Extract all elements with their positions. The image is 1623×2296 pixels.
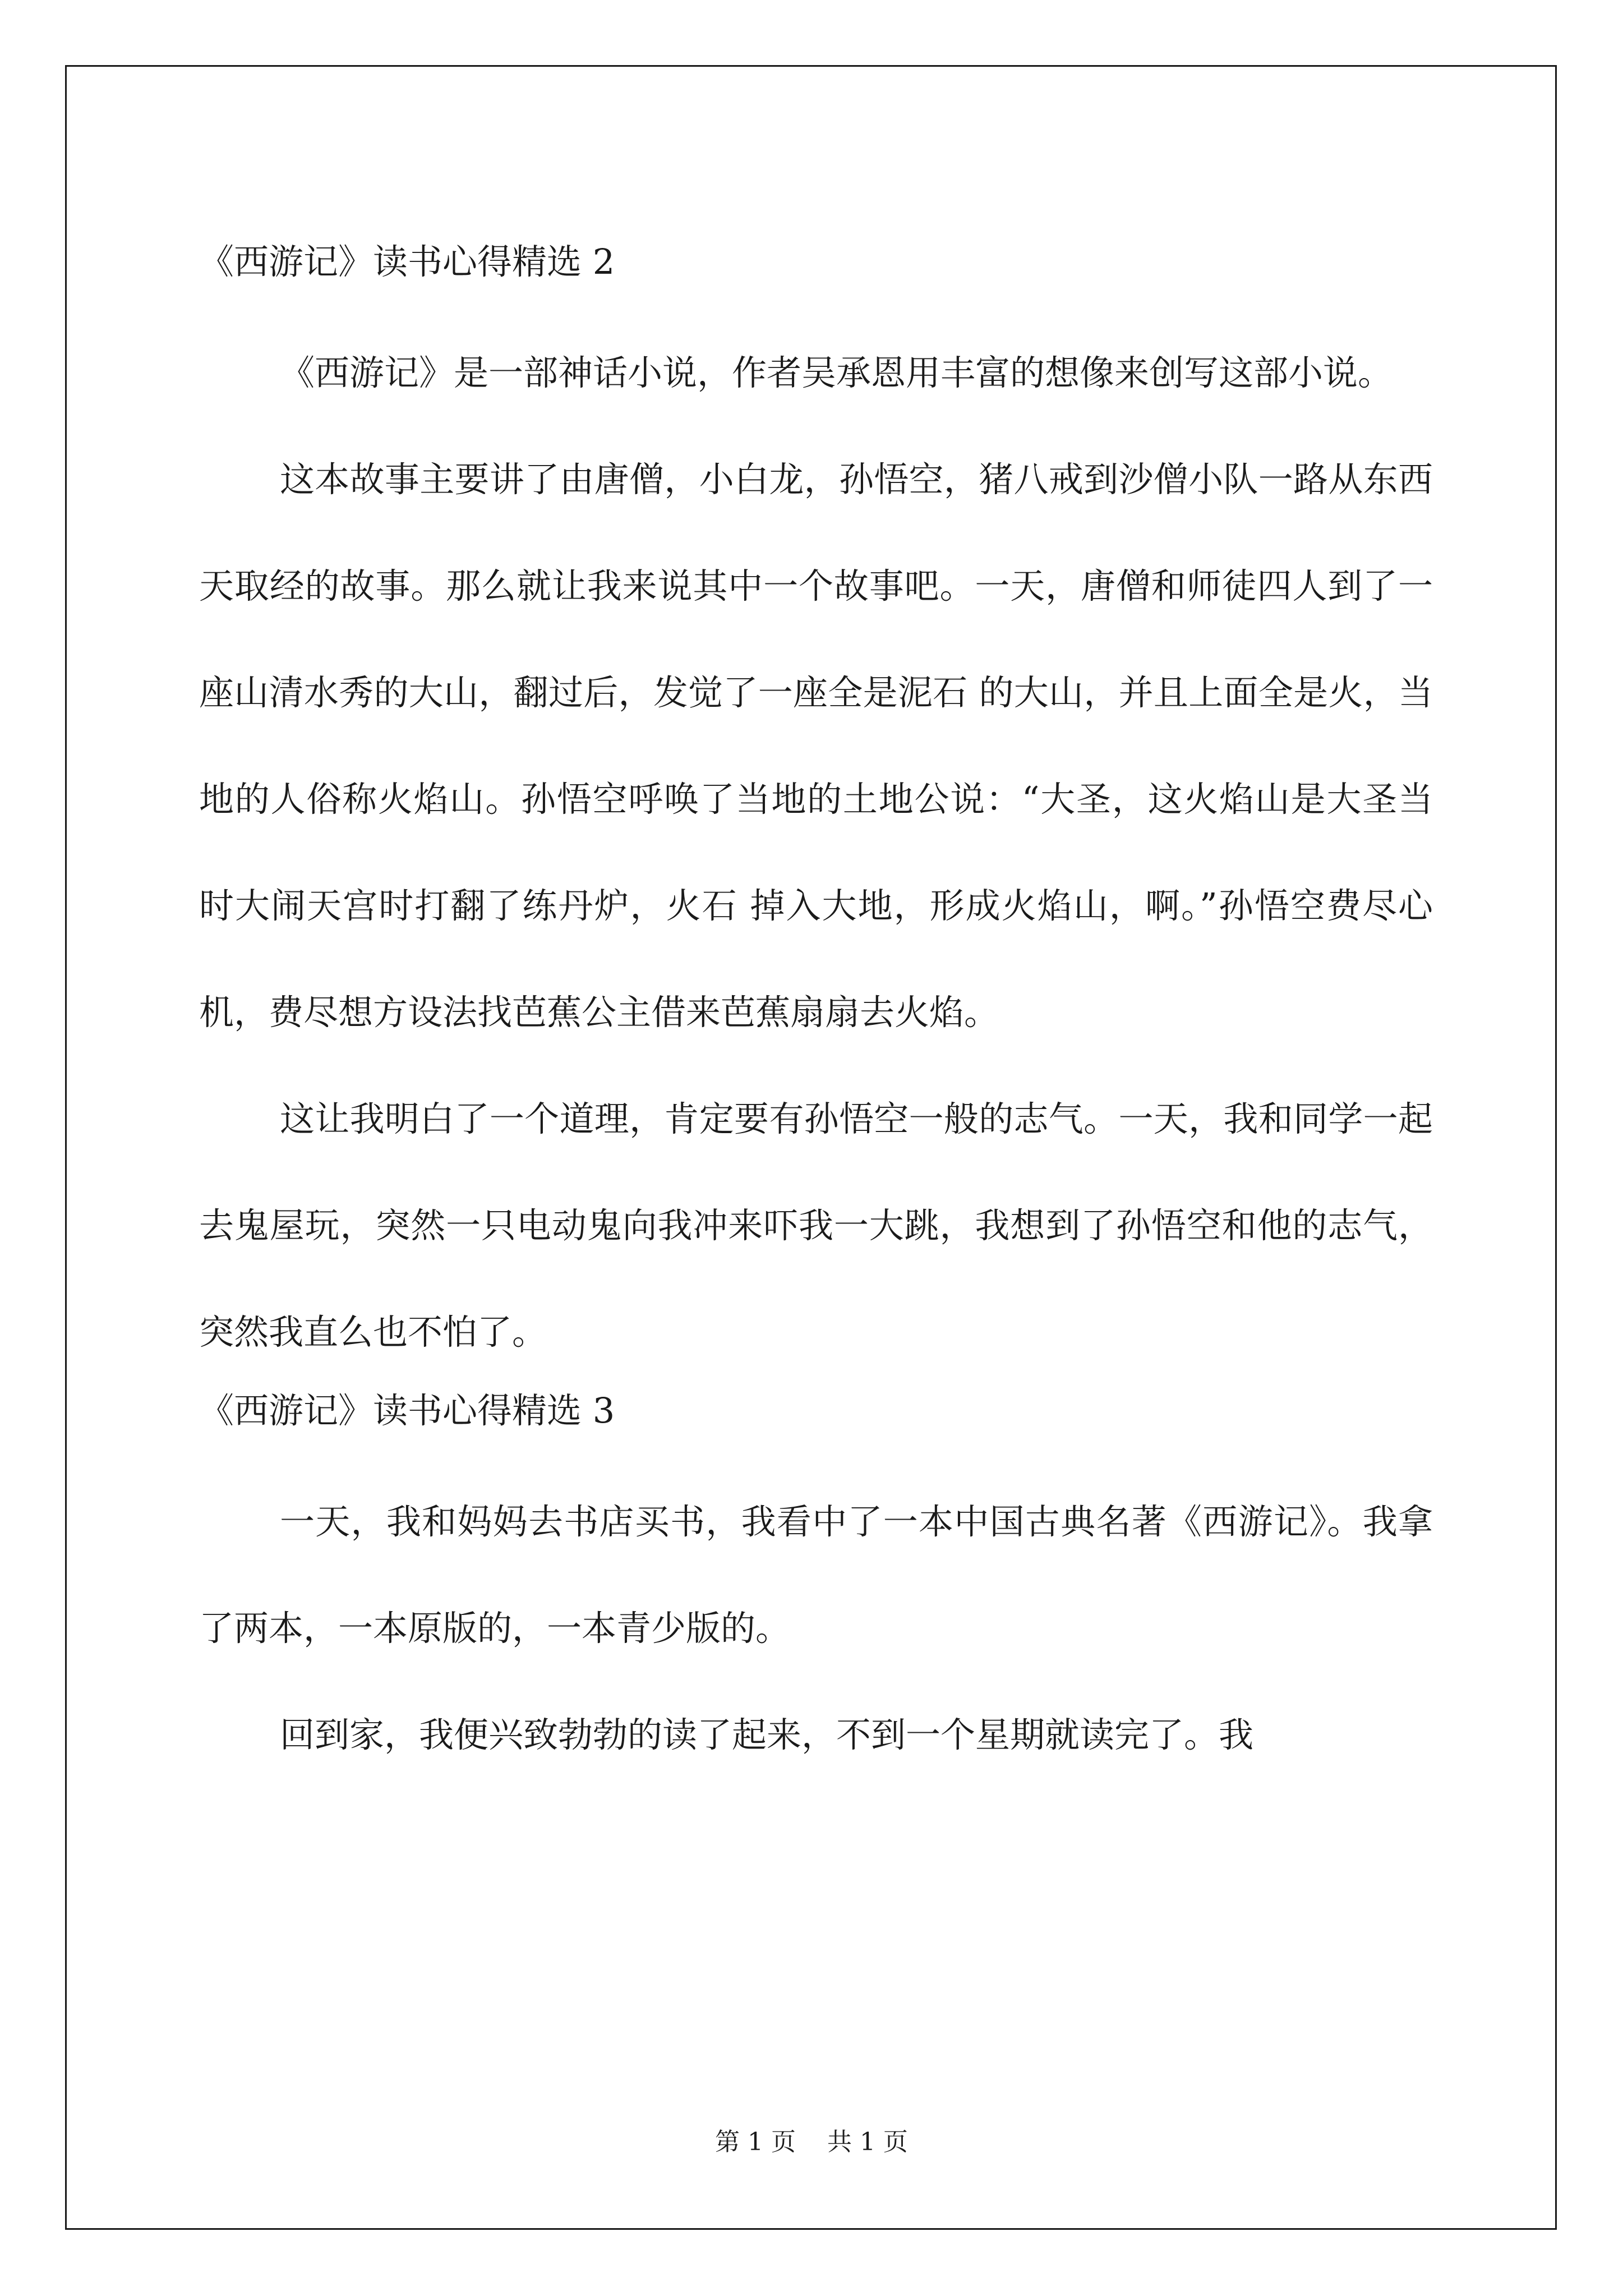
paragraph: 一天，我和妈妈去书店买书，我看中了一本中国古典名著《西游记》。我拿了两本，一本原版的，一本青少版的。 <box>199 1501 1433 1649</box>
paragraph: 《西游记》是一部神话小说，作者吴承恩用丰富的想像来创写这部小说。 <box>280 352 1393 393</box>
paragraph: 这本故事主要讲了由唐僧，小白龙，孙悟空，猪八戒到沙僧小队一路从东西天取经的故事。那么就让我来说其中一个故事吧。一天，唐僧和师徒四人到了一座山清水秀的大山，翻过后，发觉了一座全是泥石 的大山，并且上面全是火，当地的人俗称火焰山。孙悟空呼唤了当地的土地公说：“大圣，这火焰山是大圣当时大闹天宫时打翻了练丹炉，火石 掉入大地，形成火焰山，啊。”孙悟空费尽心机，费尽想方设法找芭蕉公主借来芭蕉扇扇去火焰。 <box>199 459 1433 1033</box>
document-body <box>199 220 1433 1788</box>
paragraph: 这让我明白了一个道理，肯定要有孙悟空一般的志气。一天，我和同学一起去鬼屋玩，突然一只电动鬼向我冲来吓我一大跳，我想到了孙悟空和他的志气，突然我直么也不怕了。 <box>199 1098 1433 1352</box>
section-heading: 《西游记》读书心得精选 3 <box>199 1390 615 1431</box>
paragraph: 回到家，我便兴致勃勃的读了起来，不到一个星期就读完了。我 <box>280 1714 1254 1755</box>
section-heading: 《西游记》读书心得精选 2 <box>199 241 615 282</box>
page-footer: 第 1 页 共 1 页 <box>715 2128 908 2156</box>
